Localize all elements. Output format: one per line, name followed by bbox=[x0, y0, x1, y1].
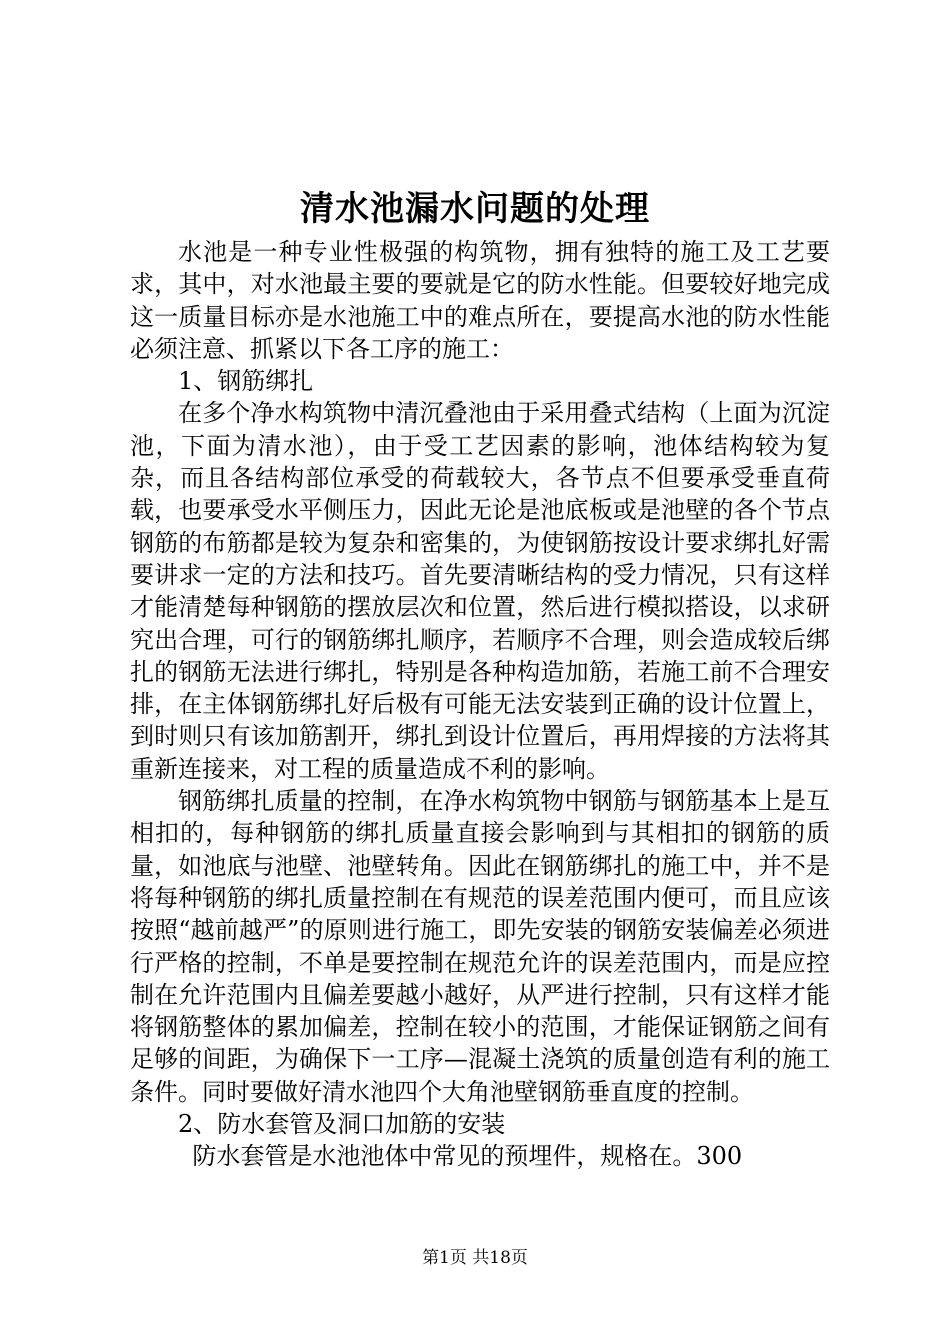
paragraph-waterproof-sleeve: 防水套管是水池池体中常见的预埋件，规格在。300 bbox=[192, 1142, 743, 1171]
paragraph-rebar-quality: 钢筋绑扎质量的控制，在净水构筑物中钢筋与钢筋基本上是互相扣的，每种钢筋的绑扎质量直接会影响到与其相扣的钢筋的质量，如池底与池壁、池壁转角。因此在钢筋绑扎的施工中，并不是将每种钢筋的绑扎质量控制在有规范的误差范围内便可，而且应该按照“越前越严”的原则进行施工，即先安装的钢筋安装偏差必须进行严格的控制，不单是要控制在规范允许的误差范围内，而是应控制在允许范围内且偏差要越小越好，从严进行控制，只有这样才能将钢筋整体的累加偏差，控制在较小的范围，才能保证钢筋之间有足够的间距，为确保下一工序—混凝土浇筑的质量创造有利的施工条件。同时要做好清水池四个大角池壁钢筋垂直度的控制。 bbox=[130, 787, 830, 1106]
document-title: 清水池漏水问题的处理 bbox=[300, 189, 650, 229]
paragraph-rebar-method: 在多个净水构筑物中清沉叠池由于采用叠式结构（上面为沉淀池，下面为清水池），由于受工艺因素的影响，池体结构较为复杂，而且各结构部位承受的荷载较大，各节点不但要承受垂直荷载，也要承受水平侧压力，因此无论是池底板或是池壁的各个节点钢筋的布筋都是较为复杂和密集的，为使钢筋按设计要求绑扎好需要讲求一定的方法和技巧。首先要清晰结构的受力情况，只有这样才能清楚每种钢筋的摆放层次和位置，然后进行模拟搭设，以求研究出合理，可行的钢筋绑扎顺序，若顺序不合理，则会造成较后绑扎的钢筋无法进行绑扎，特别是各种构造加筋，若施工前不合理安排，在主体钢筋绑扎好后极有可能无法安装到正确的设计位置上，到时则只有该加筋割开，绑扎到设计位置后，再用焊接的方法将其重新连接来，对工程的质量造成不利的影响。 bbox=[130, 399, 830, 783]
section-heading-rebar-binding: 1、钢筋绑扎 bbox=[178, 367, 314, 396]
paragraph-intro: 水池是一种专业性极强的构筑物，拥有独特的施工及工艺要求，其中，对水池最主要的要就是它的防水性能。但要较好地完成这一质量目标亦是水池施工中的难点所在，要提高水池的防水性能必须注意、抓紧以下各工序的施工： bbox=[130, 238, 830, 363]
document-body bbox=[130, 236, 830, 1173]
page-number: 第1页 共18页 bbox=[422, 1248, 528, 1268]
section-heading-waterproof-sleeve: 2、防水套管及洞口加筋的安装 bbox=[178, 1110, 506, 1139]
